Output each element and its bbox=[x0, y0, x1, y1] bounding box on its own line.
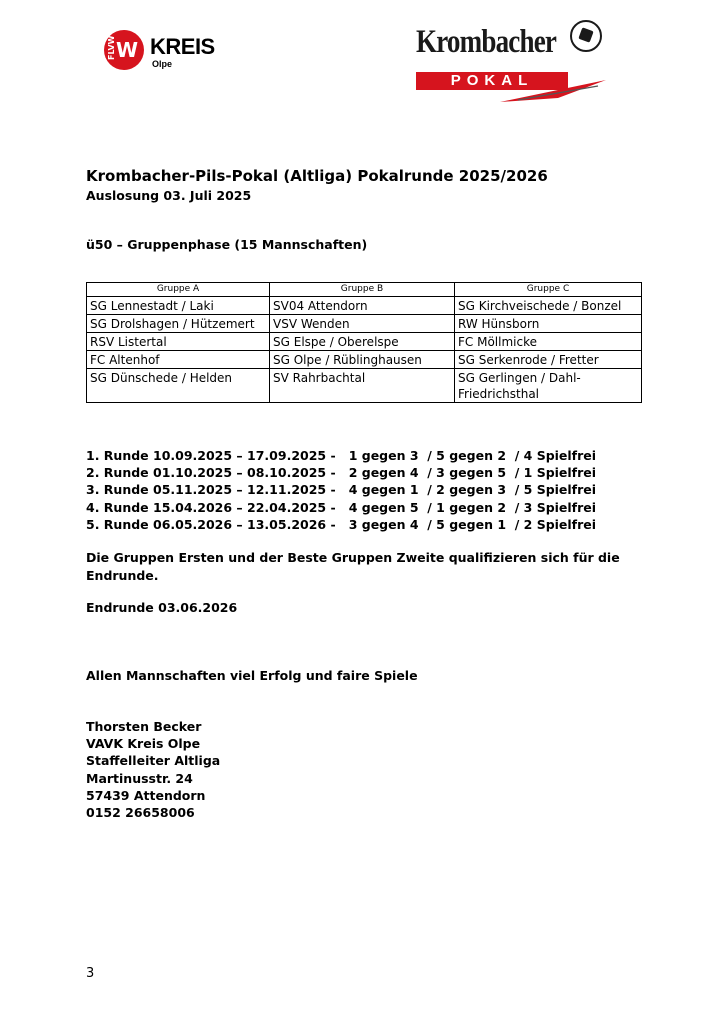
qualification-note: Die Gruppen Ersten und der Beste Gruppen Zweite qualifizieren sich für die Endrunde. bbox=[86, 550, 620, 583]
football-icon bbox=[570, 20, 602, 52]
badge-mark: W bbox=[116, 38, 139, 62]
final-round-date: Endrunde 03.06.2026 bbox=[86, 600, 238, 615]
contact-organization: VAVK Kreis Olpe bbox=[86, 736, 201, 752]
team-cell: SG Elspe / Oberelspe bbox=[270, 333, 455, 351]
round-line: 1. Runde 10.09.2025 – 17.09.2025 - 1 gegen 3 / 5 gegen 2 / 4 Spielfrei bbox=[86, 448, 597, 463]
header-gruppe-c: Gruppe C bbox=[455, 283, 642, 297]
table-row bbox=[87, 297, 642, 315]
swoosh-icon bbox=[498, 78, 608, 104]
team-cell: SV04 Attendorn bbox=[270, 297, 455, 315]
table-row bbox=[87, 351, 642, 369]
team-cell: SG Gerlingen / Dahl-Friedrichsthal bbox=[455, 369, 642, 403]
team-cell: SV Rahrbachtal bbox=[270, 369, 455, 403]
team-cell: RSV Listertal bbox=[87, 333, 270, 351]
round-schedule bbox=[86, 447, 596, 533]
section-heading: ü50 – Gruppenphase (15 Mannschaften) bbox=[86, 237, 368, 252]
header-gruppe-a: Gruppe A bbox=[87, 283, 270, 297]
team-cell: SG Olpe / Rüblinghausen bbox=[270, 351, 455, 369]
badge-text: FLVW bbox=[107, 35, 116, 60]
team-cell: VSV Wenden bbox=[270, 315, 455, 333]
contact-city: 57439 Attendorn bbox=[86, 787, 206, 803]
contact-name: Thorsten Becker bbox=[86, 719, 202, 734]
logo-kreis-word: KREIS bbox=[150, 34, 215, 59]
table-header-row bbox=[87, 283, 642, 297]
team-cell: SG Serkenrode / Fretter bbox=[455, 351, 642, 369]
team-cell: SG Drolshagen / Hützemert bbox=[87, 315, 270, 333]
team-cell: FC Altenhof bbox=[87, 351, 270, 369]
krombacher-pokal-logo bbox=[412, 18, 608, 106]
contact-phone: 0152 26658006 bbox=[86, 805, 195, 821]
document-title: Krombacher-Pils-Pokal (Altliga) Pokalrunde 2025/2026 bbox=[86, 167, 548, 185]
round-line: 3. Runde 05.11.2025 – 12.11.2025 - 4 gegen 1 / 2 gegen 3 / 5 Spielfrei bbox=[86, 482, 597, 498]
flvw-badge bbox=[104, 30, 144, 70]
groups-table bbox=[86, 282, 642, 403]
team-cell: FC Möllmicke bbox=[455, 333, 642, 351]
team-cell: SG Dünschede / Helden bbox=[87, 369, 270, 403]
logo-pokal-banner: POKAL bbox=[416, 72, 568, 90]
logo-olpe-word: Olpe bbox=[152, 59, 173, 69]
team-cell: SG Lennestadt / Laki bbox=[87, 297, 270, 315]
kreis-olpe-logo bbox=[104, 30, 236, 72]
table-row bbox=[87, 333, 642, 351]
team-cell: RW Hünsborn bbox=[455, 315, 642, 333]
draw-date: Auslosung 03. Juli 2025 bbox=[86, 188, 252, 203]
contact-street: Martinusstr. 24 bbox=[86, 770, 193, 786]
logo-krombacher-word: Krombacher bbox=[416, 24, 557, 60]
round-line: 4. Runde 15.04.2026 – 22.04.2025 - 4 gegen 5 / 1 gegen 2 / 3 Spielfrei bbox=[86, 499, 597, 515]
table-row bbox=[87, 315, 642, 333]
contact-block bbox=[86, 718, 220, 821]
table-row bbox=[87, 369, 642, 403]
round-line: 2. Runde 01.10.2025 – 08.10.2025 - 2 gegen 4 / 3 gegen 5 / 1 Spielfrei bbox=[86, 465, 597, 481]
round-line: 5. Runde 06.05.2026 – 13.05.2026 - 3 gegen 4 / 5 gegen 1 / 2 Spielfrei bbox=[86, 516, 597, 532]
team-cell: SG Kirchveischede / Bonzel bbox=[455, 297, 642, 315]
header-gruppe-b: Gruppe B bbox=[270, 283, 455, 297]
closing-wishes: Allen Mannschaften viel Erfolg und faire Spiele bbox=[86, 668, 418, 683]
contact-role: Staffelleiter Altliga bbox=[86, 753, 221, 769]
page-number: 3 bbox=[86, 966, 95, 981]
